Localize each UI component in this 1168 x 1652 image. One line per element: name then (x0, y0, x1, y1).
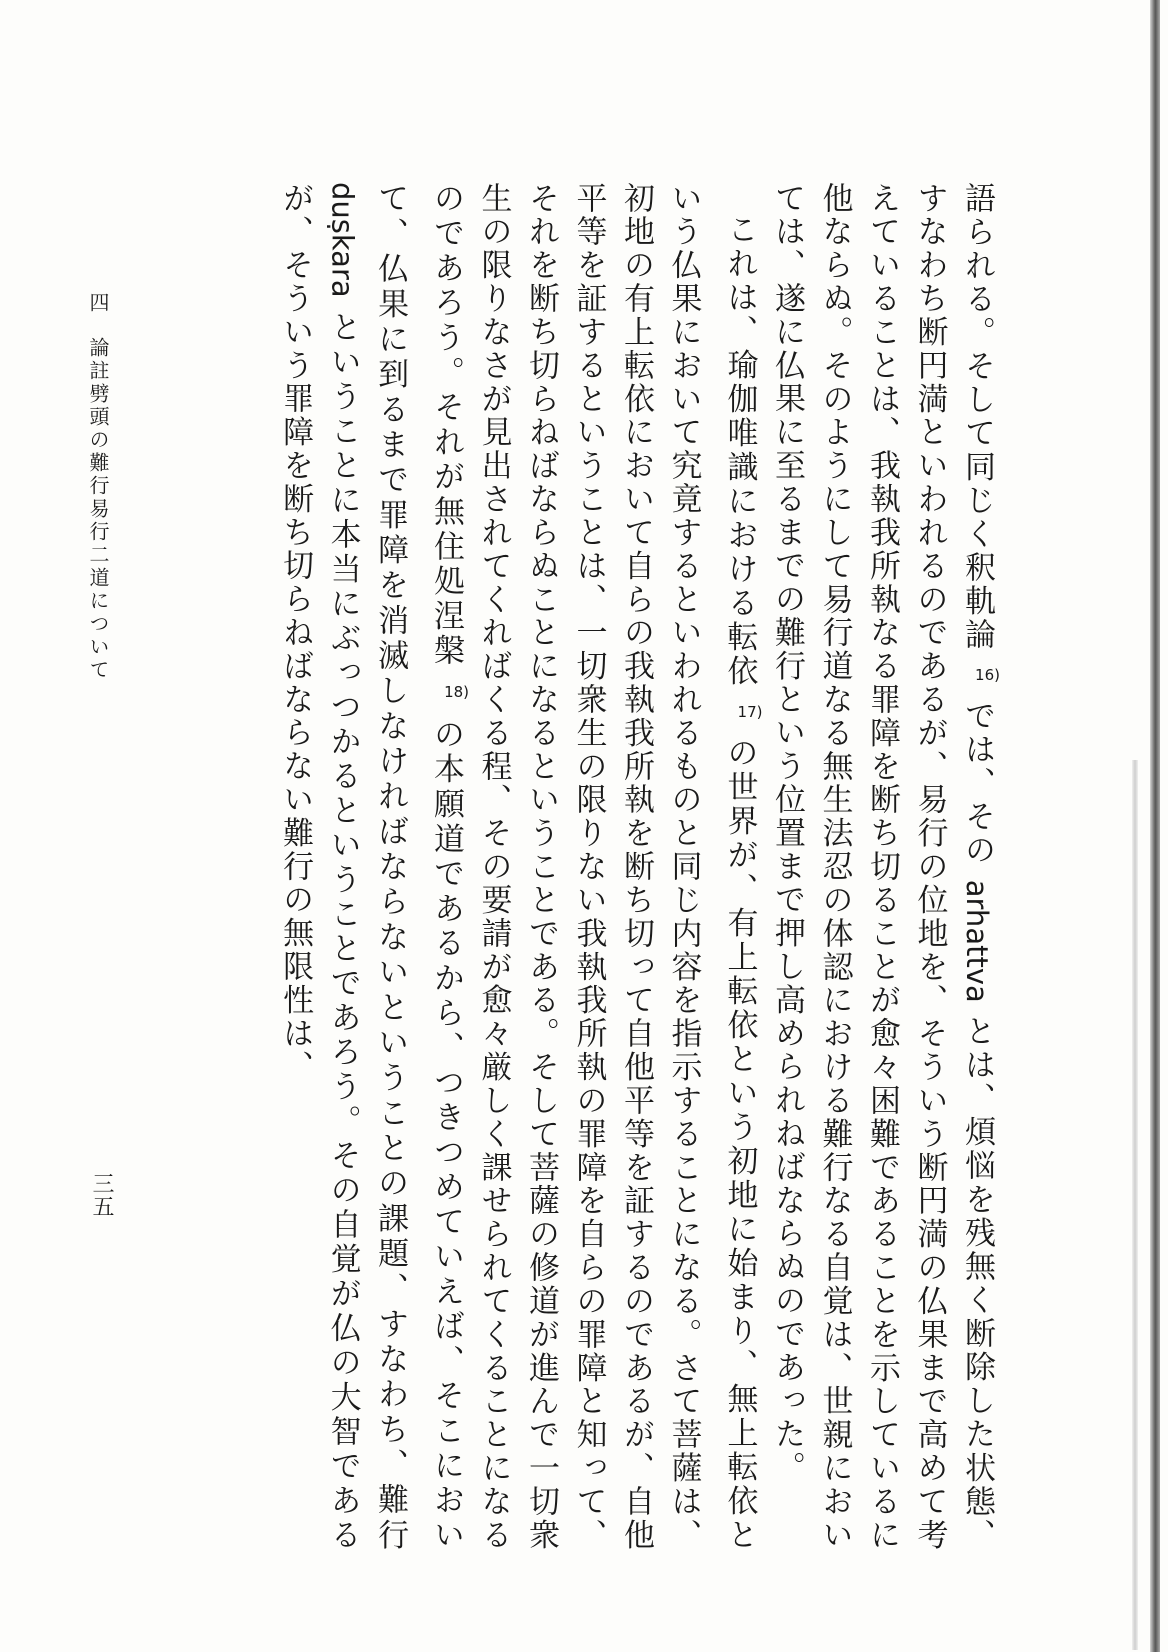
chapter-title: 論註劈頭の難行易行二道について (86, 337, 110, 682)
body-text (160, 182, 1000, 1552)
chapter-number: 四 (86, 292, 110, 315)
sanskrit-term: duṣkara (325, 182, 360, 298)
text-run: では、その (959, 699, 995, 868)
footnote-ref-16[interactable]: 16) (975, 665, 1000, 684)
scan-shadow (1132, 760, 1138, 1650)
footnote-ref-17[interactable]: 17) (737, 702, 763, 721)
paragraph-1 (763, 182, 1001, 1552)
page-number: 三五 (89, 1172, 114, 1218)
text-run: とは、煩悩を残無く断除した状態、すなわち断円満といわれるのであるが、易行の位地を、そういう断円満の仏果まで高めて考えていることは、我執我所執なる罪障を断ち切ることが愈々困難であることを示しているに他ならぬ。そのようにして易行道なる無生法忍の体認における難行なる自覚は、世親においては、遂に仏果に至るまでの難行という位置まで押し高められねばならぬのであった。 (769, 182, 995, 1552)
binding-edge (1150, 0, 1160, 1652)
paragraph-2 (271, 182, 763, 1552)
text-run: の本願道であるから、つきつめていえば、そこにおいて、仏果に到るまで罪障を消滅しなければならないということの課題、すなわち、難行 (372, 182, 465, 1552)
text-run: ということに本当にぶっつかるということであろう。その自覚が仏の大智であるが、そういう罪障を断ち切らねばならない難行の無限性は、 (277, 182, 361, 1552)
text-run: 語られる。そして同じく釈軌論 (959, 182, 995, 652)
footnote-ref-18[interactable]: 18) (444, 683, 470, 702)
running-header (84, 292, 113, 682)
sanskrit-term: arhattva (960, 879, 994, 1003)
text-run: これは、瑜伽唯識における転依 (721, 213, 758, 689)
text-run: の世界が、有上転依という初地に始まり、無上転依という仏果において究竟するといわれるものと同じ内容を指示することになる。さて菩薩は、初地の有上転依において自らの我執我所執を断ち切って自他平等を証するのであるが、自他平等を証するということは、一切衆生の限りない我執我所執の罪障を自らの罪障と知って、それを断ち切らねばならぬことになるということである。そして菩薩の修道が進んで一切衆生の限りなさが見出されてくればくる程、その要請が愈々厳しく課せられてくることになるのであろう。それが無住処涅槃 (428, 182, 758, 1552)
